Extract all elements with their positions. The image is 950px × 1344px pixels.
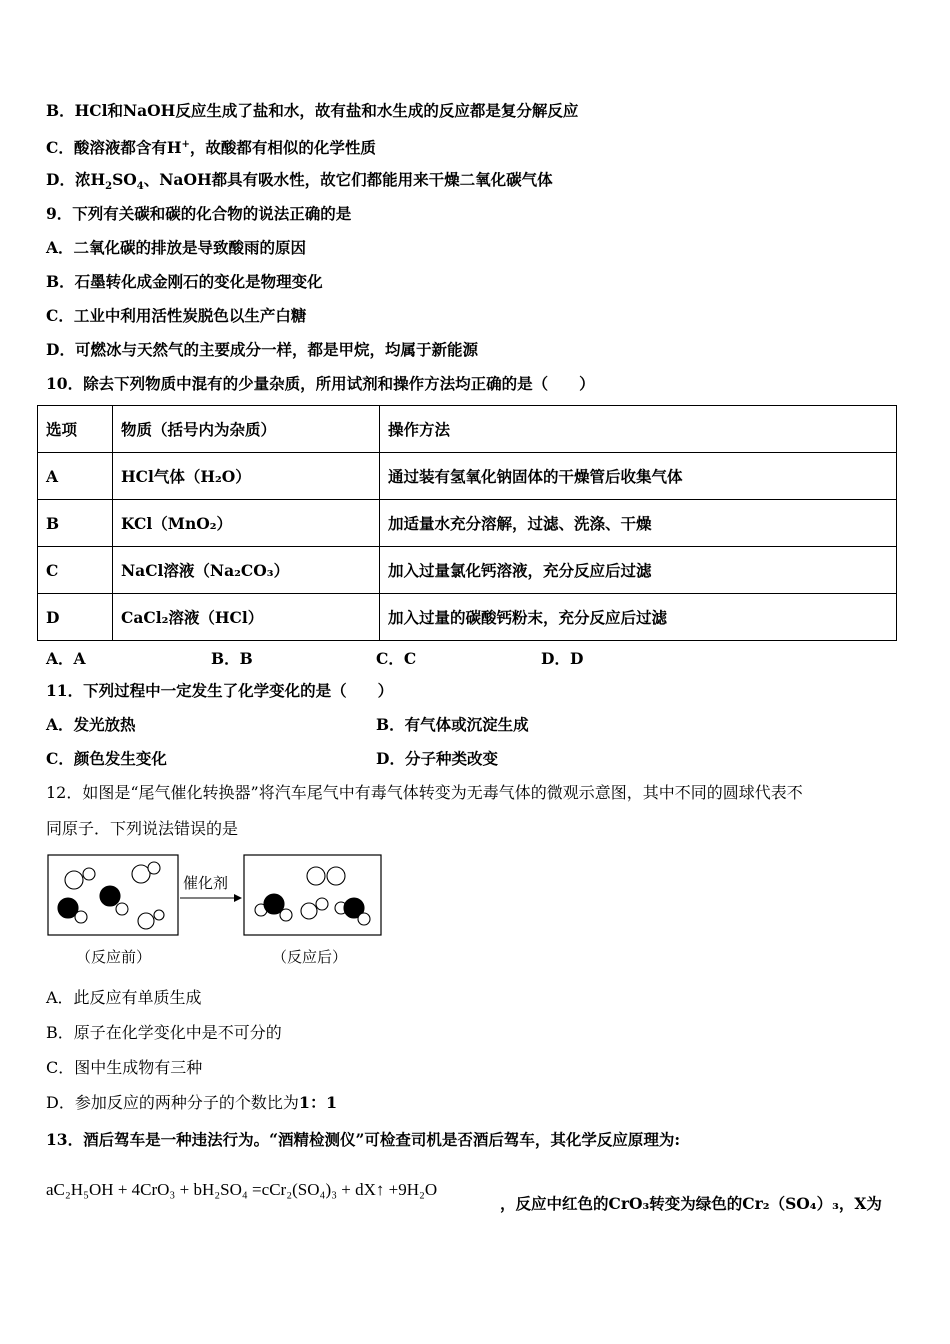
q8-option-c-pre: C．酸溶液都含有H [46,138,182,158]
row-substance: KCl（MnO₂） [113,500,380,547]
table-row [38,547,897,594]
q13-equation: aC₂H₅OH + 4CrO₃ + bH₂SO₄ =cCr₂(SO₄)₃ + dX↑ +9H₂O [46,1180,438,1199]
q13-stem: 13．酒后驾车是一种违法行为。“酒精检测仪”可检查司机是否酒后驾车，其化学反应原理为: [46,1130,681,1149]
table-row [38,453,897,500]
q12-option-a-text: A．此反应有单质生成 [46,988,202,1007]
q11-option-d: D．分子种类改变 [376,749,498,768]
q12-stem-line1: 12．如图是“尾气催化转换器”将汽车尾气中有毒气体转变为无毒气体的微观示意图，其中不同的圆球代表不 [46,783,803,802]
row-key: C [38,547,113,594]
q12-option-a [46,988,202,1008]
q10-answers [0,647,950,669]
q10-stem: 10．除去下列物质中混有的少量杂质，所用试剂和操作方法均正确的是（ ） [46,374,595,393]
q8-option-b: B．HCl和NaOH反应生成了盐和水，故有盐和水生成的反应都是复分解反应 [46,101,579,120]
row-key: A [38,453,113,500]
q10-answer-c: C．C [376,649,417,668]
header-substance: 物质（括号内为杂质） [113,406,380,453]
table-row [38,594,897,641]
q12-option-b: B．原子在化学变化中是不可分的 [46,1023,282,1042]
q13-equation-tail: ，反应中红色的CrO₃转变为绿色的Cr₂（SO₄）₃，X为 [500,1194,882,1213]
before-label: （反应前） [76,948,152,966]
q9-option-d: D．可燃冰与天然气的主要成分一样，都是甲烷，均属于新能源 [46,340,478,359]
q11-option-b: B．有气体或沉淀生成 [376,715,529,734]
q8-option-d-pre: D．浓H [46,170,106,189]
row-method: 通过装有氢氧化钠固体的干燥管后收集气体 [380,453,897,500]
q9-stem: 9．下列有关碳和碳的化合物的说法正确的是 [46,204,352,223]
row-method: 加入过量氯化钙溶液，充分反应后过滤 [380,547,897,594]
header-method: 操作方法 [380,406,897,453]
row-method: 加入过量的碳酸钙粉末，充分反应后过滤 [380,594,897,641]
header-option: 选项 [38,406,113,453]
row-substance: CaCl₂溶液（HCl） [113,594,380,641]
row-key: D [38,594,113,641]
row-method: 加适量水充分溶解，过滤、洗涤、干燥 [380,500,897,547]
table-row [38,500,897,547]
q11-option-c: C．颜色发生变化 [46,749,167,768]
q12-stem-line2: 同原子．下列说法错误的是 [46,819,239,838]
row-substance: HCl气体（H₂O） [113,453,380,500]
after-label: （反应后） [272,948,348,966]
q8-option-c-sup: + [181,139,190,150]
q11-option-a: A．发光放热 [46,715,136,734]
q9-option-c: C．工业中利用活性炭脱色以生产白糖 [46,306,307,325]
q10-answer-b: B．B [211,649,253,668]
q8-option-c [46,135,376,158]
q9-option-a: A．二氧化碳的排放是导致酸雨的原因 [46,238,307,257]
q8-option-d [46,170,553,197]
q8-option-d-sub2: 4 [136,181,144,193]
q12-option-d [46,1093,337,1113]
q8-option-c-post: ，故酸都有相似的化学性质 [189,138,376,158]
q12-option-d-text: D．参加反应的两种分子的个数比为 [46,1093,299,1112]
q9-option-b: B．石墨转化成金刚石的变化是物理变化 [46,272,323,291]
q10-answer-a: A．A [46,649,86,668]
q8-option-d-post: 、NaOH都具有吸水性，故它们都能用来干燥二氧化碳气体 [143,170,553,189]
q8-option-d-mid: SO [112,170,137,189]
q10-table [37,405,897,641]
q12-option-c: C．图中生成物有三种 [46,1058,203,1077]
row-key: B [38,500,113,547]
q10-answer-d: D．D [541,649,584,668]
table-header-row [38,406,897,453]
q11-stem: 11．下列过程中一定发生了化学变化的是（ ） [46,681,394,700]
q12-option-d-ratio: 1：1 [298,1093,338,1112]
reaction-diagram [46,852,386,972]
row-substance: NaCl溶液（Na₂CO₃） [113,547,380,594]
q8-option-d-sub1: 2 [105,181,113,193]
catalyst-label: 催化剂 [183,874,229,892]
